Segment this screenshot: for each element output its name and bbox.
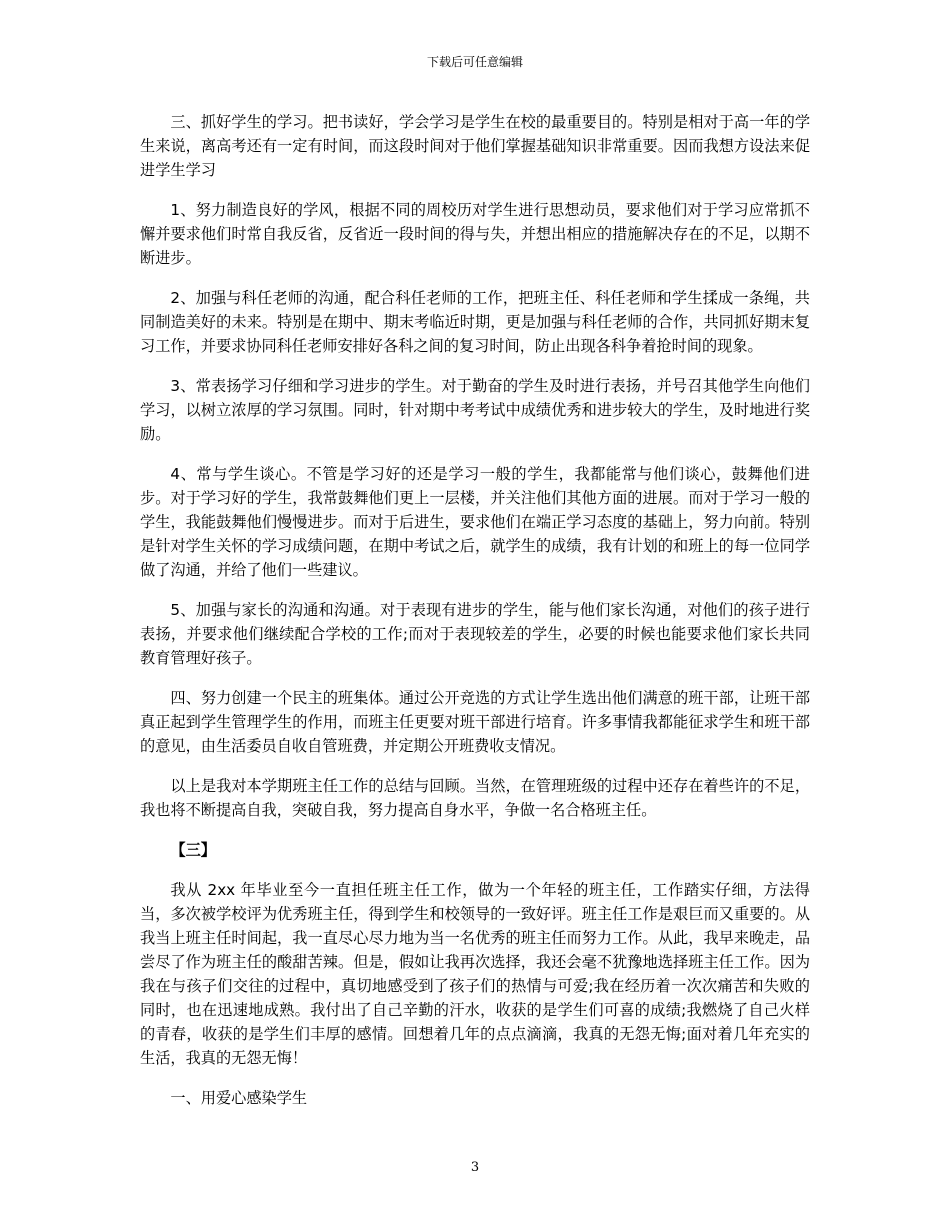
paragraph-section-four-democracy: 四、努力创建一个民主的班集体。通过公开竞选的方式让学生选出他们满意的班干部，让班干部真正起到学生管理学生的作用，而班主任更要对班干部进行培育。许多事情我都能征求学生和班干部的意见，由生活委员自收自管班费，并定期公开班费收支情况。 — [140, 689, 810, 755]
paragraph-heading-love: 一、用爱心感染学生 — [170, 1089, 308, 1107]
page-header-note: 下载后可任意编辑 — [426, 55, 523, 69]
paragraph-item-3-praise: 3、常表扬学习仔细和学习进步的学生。对于勤奋的学生及时进行表扬，并号召其他学生向他们学习，以树立浓厚的学习氛围。同时，针对期中考考试中成绩优秀和进步较大的学生，及时地进行奖励。 — [140, 377, 810, 443]
paragraph-summary: 以上是我对本学期班主任工作的总结与回顾。当然，在管理班级的过程中还存在着些许的不足，我也将不断提高自我，突破自我，努力提高自身水平，争做一名合格班主任。 — [140, 777, 810, 819]
paragraph-item-1-study-style: 1、努力制造良好的学风，根据不同的周校历对学生进行思想动员，要求他们对于学习应常抓不懈并要求他们时常自我反省，反省近一段时间的得与失，并想出相应的措施解决存在的不足，以期不断进步。 — [140, 201, 810, 267]
document-body — [140, 110, 810, 1126]
paragraph-intro-part-three: 我从 2xx 年毕业至今一直担任班主任工作，做为一个年轻的班主任，工作踏实仔细，方法得当，多次被学校评为优秀班主任，得到学生和校领导的一致好评。班主任工作是艰巨而又重要的。从我当上班主任时间起，我一直尽心尽力地为当一名优秀的班主任而努力工作。从此，我早来晚走，品尝尽了作为班主任的酸甜苦辣。但是，假如让我再次选择，我还会毫不犹豫地选择班主任工作。因为我在与孩子们交往的过程中，真切地感受到了孩子们的热情与可爱;我在经历着一次次痛苦和失败的同时，也在迅速地成熟。我付出了自己辛勤的汗水，收获的是学生们可喜的成绩;我燃烧了自己火样的青春，收获的是学生们丰厚的感情。回想着几年的点点滴滴，我真的无怨无悔;面对着几年充实的生活，我真的无怨无悔！ — [140, 881, 810, 1067]
paragraph-section-three-study: 三、抓好学生的学习。把书读好，学会学习是学生在校的最重要目的。特别是相对于高一年的学生来说，离高考还有一定有时间，而这段时间对于他们掌握基础知识非常重要。因而我想方设法来促进学生学习 — [140, 113, 810, 179]
paragraph-item-5-parents: 5、加强与家长的沟通和沟通。对于表现有进步的学生，能与他们家长沟通，对他们的孩子进行表扬，并要求他们继续配合学校的工作;而对于表现较差的学生，必要的时候也能要求他们家长共同教育管理好孩子。 — [140, 601, 810, 667]
paragraph-item-4-talk-with-students: 4、常与学生谈心。不管是学习好的还是学习一般的学生，我都能常与他们谈心，鼓舞他们进步。对于学习好的学生，我常鼓舞他们更上一层楼，并关注他们其他方面的进展。而对于学习一般的学生，我能鼓舞他们慢慢进步。而对于后进生，要求他们在端正学习态度的基础上，努力向前。特别是针对学生关怀的学习成绩问题，在期中考试之后，就学生的成绩，我有计划的和班上的每一位同学做了沟通，并给了他们一些建议。 — [140, 465, 810, 579]
section-heading-three: 【三】 — [170, 841, 216, 859]
paragraph-item-2-teacher-communication: 2、加强与科任老师的沟通，配合科任老师的工作，把班主任、科任老师和学生揉成一条绳，共同制造美好的未来。特别是在期中、期末考临近时期，更是加强与科任老师的合作，共同抓好期末复习工作，并要求协同科任老师安排好各科之间的复习时间，防止出现各科争着抢时间的现象。 — [140, 289, 810, 355]
page-number: 3 — [470, 1160, 480, 1175]
